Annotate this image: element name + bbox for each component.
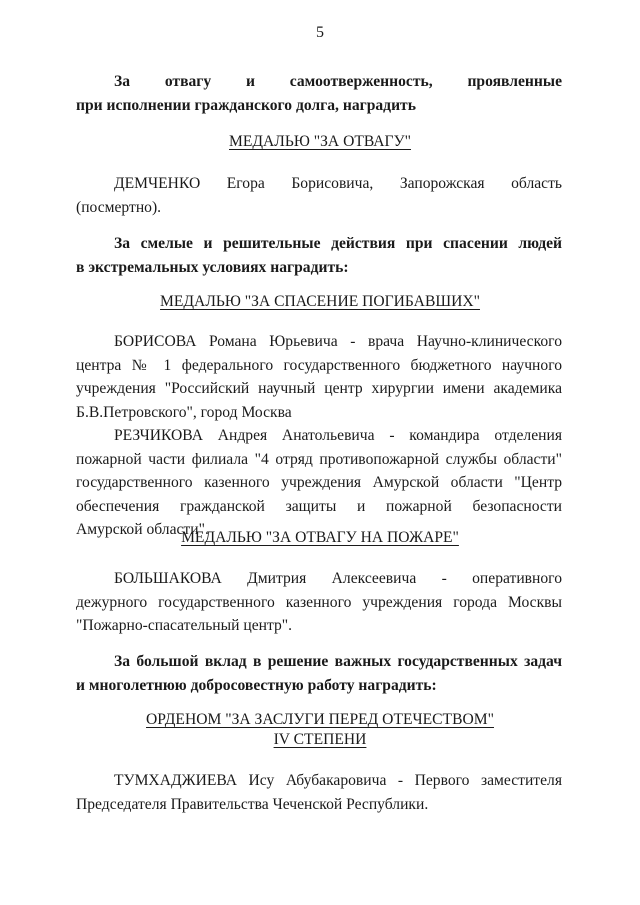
section4-recipient-line: Председателя Правительства Чеченской Республики.	[76, 795, 429, 813]
section3-recipient-line: дежурного государственного казенного учреждения города Москвы	[76, 593, 562, 611]
section4-recipient	[76, 769, 562, 816]
section4-intro-line2: и многолетнюю добросовестную работу наградить:	[76, 676, 437, 694]
section2-recipient2-line: обеспечения гражданской защиты и пожарной безопасности	[76, 497, 562, 515]
section2-intro	[76, 232, 562, 279]
section3-recipient-line: "Пожарно-спасательный центр".	[76, 617, 293, 634]
section3-recipient	[76, 567, 562, 638]
section2-recipient2-line: РЕЗЧИКОВА Андрея Анатольевича - командира отделения	[114, 427, 562, 444]
section4-award-title: ОРДЕНОМ "ЗА ЗАСЛУГИ ПЕРЕД ОТЕЧЕСТВОМ"	[146, 711, 494, 728]
section2-award-title: МЕДАЛЬЮ "ЗА СПАСЕНИЕ ПОГИБАВШИХ"	[160, 293, 480, 310]
section2-intro-line2: в экстремальных условиях наградить:	[76, 258, 349, 276]
section2-award-heading	[0, 290, 640, 314]
section4-intro	[76, 650, 562, 697]
section1-intro-line2: при исполнении гражданского долга, наградить	[76, 96, 416, 114]
section1-award-title: МЕДАЛЬЮ "ЗА ОТВАГУ"	[229, 133, 411, 150]
section4-recipient-line: ТУМХАДЖИЕВА Ису Абубакаровича - Первого заместителя	[114, 772, 562, 789]
section1-recipient-line1: ДЕМЧЕНКО Егора Борисовича, Запорожская область	[114, 175, 562, 192]
section2-recipient1-line: Б.В.Петровского", город Москва	[76, 403, 292, 421]
section2-recipient1-line: учреждения "Российский научный центр хирургии имени академика	[76, 380, 562, 397]
section1-intro-line1: За отвагу и самоотверженность, проявленные	[114, 73, 562, 90]
section2-recipient1-line: БОРИСОВА Романа Юрьевича - врача Научно-клинического	[114, 333, 562, 350]
section2-intro-line1: За смелые и решительные действия при спасении людей	[114, 235, 562, 252]
page-number: 5	[316, 24, 324, 41]
section2-recipient2-line: государственного казенного учреждения Амурской области "Центр	[76, 474, 562, 491]
section3-recipient-line: БОЛЬШАКОВА Дмитрия Алексеевича - оперативного	[114, 570, 562, 587]
section2-recipient2-line: Амурской области".	[76, 521, 209, 538]
section4-award-heading-2	[0, 728, 640, 752]
section4-award-degree: IV СТЕПЕНИ	[273, 731, 367, 748]
section2-recipient1-line: центра № 1 федерального государственного бюджетного научного	[76, 356, 562, 374]
section1-award-heading	[0, 130, 640, 154]
section2-recipient-1	[76, 330, 562, 542]
section3-award-title: МЕДАЛЬЮ "ЗА ОТВАГУ НА ПОЖАРЕ"	[181, 529, 459, 546]
section3-award-heading	[0, 526, 640, 550]
section1-intro	[76, 70, 562, 117]
section1-recipient	[76, 172, 562, 219]
section4-intro-line1: За большой вклад в решение важных государственных задач	[114, 653, 562, 670]
section2-recipient2-line: пожарной части филиала "4 отряд противопожарной службы области"	[76, 450, 562, 468]
section1-recipient-line2: (посмертно).	[76, 198, 162, 216]
